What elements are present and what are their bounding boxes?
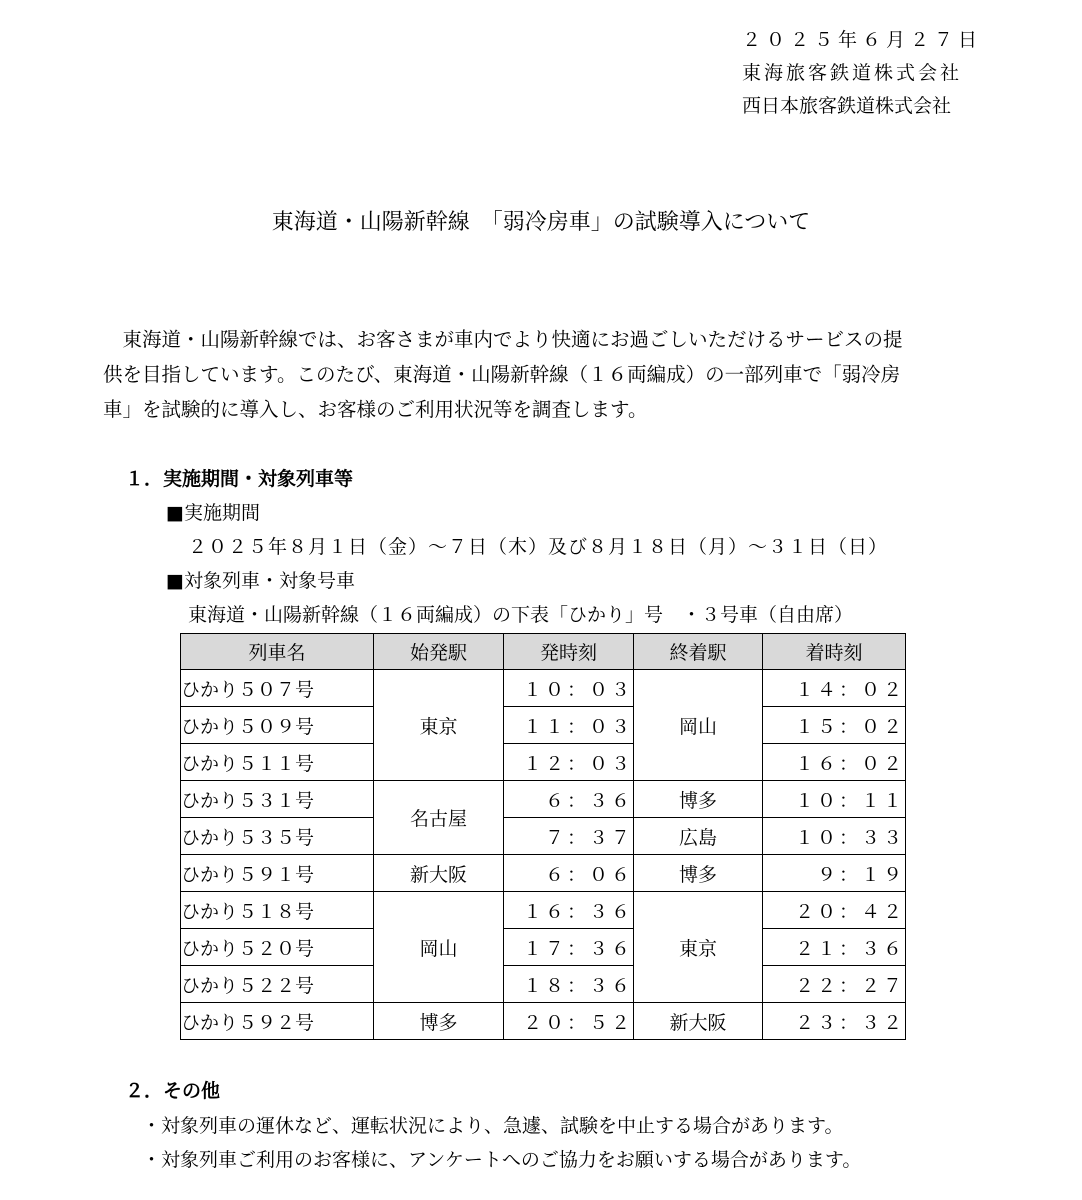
arrival-time: １０：１１: [763, 781, 906, 818]
issuer-block: [742, 24, 982, 123]
departure-time: ６：３６: [504, 781, 634, 818]
trains-label: ■対象列車・対象号車: [166, 570, 355, 592]
arrival-time: ２３：３２: [763, 1003, 906, 1040]
departure-time: １６：３６: [504, 892, 634, 929]
table-row: [181, 670, 906, 707]
note-line: ・対象列車ご利用のお客様に、アンケートへのご協力をお願いする場合があります。: [142, 1149, 862, 1171]
departure-time: ２０：５２: [504, 1003, 634, 1040]
header-arrival-time: 着時刻: [763, 634, 906, 670]
table-row: [181, 707, 906, 744]
train-name: ひかり５２０号: [181, 929, 374, 966]
arrival-station: 博多: [634, 781, 763, 818]
table-row: [181, 929, 906, 966]
train-name: ひかり５３１号: [181, 781, 374, 818]
arrival-time: ２０：４２: [763, 892, 906, 929]
trains-text: 東海道・山陽新幹線（１６両編成）の下表「ひかり」号 ・３号車（自由席）: [188, 604, 854, 626]
departure-time: １０：０３: [504, 670, 634, 707]
target-trains-table: [180, 633, 906, 1040]
departure-time: １７：３６: [504, 929, 634, 966]
departure-station: 博多: [374, 1003, 504, 1040]
company-name-central: 東海旅客鉄道株式会社: [741, 62, 962, 84]
arrival-station: 新大阪: [634, 1003, 763, 1040]
section1-heading: １．実施期間・対象列車等: [125, 468, 354, 490]
table-row: [181, 781, 906, 818]
table-row: [181, 855, 906, 892]
train-name: ひかり５９１号: [181, 855, 374, 892]
departure-time: １１：０３: [504, 707, 634, 744]
arrival-time: １０：３３: [763, 818, 906, 855]
departure-time: ７：３７: [504, 818, 634, 855]
arrival-time: ９：１９: [763, 855, 906, 892]
period-label: ■実施期間: [166, 502, 260, 524]
table-header-row: [181, 634, 906, 670]
header-departure-time: 発時刻: [504, 634, 634, 670]
departure-station: 東京: [374, 670, 504, 781]
header-arrival-station: 終着駅: [634, 634, 763, 670]
departure-time: ６：０６: [504, 855, 634, 892]
arrival-time: ２１：３６: [763, 929, 906, 966]
train-name: ひかり５３５号: [181, 818, 374, 855]
intro-paragraph: [103, 322, 983, 427]
issue-date: ２０２５年６月２７日: [741, 29, 982, 51]
arrival-time: ２２：２７: [763, 966, 906, 1003]
period-text: ２０２５年８月１日（金）～７日（木）及び８月１８日（月）～３１日（日）: [188, 536, 889, 558]
arrival-station: 岡山: [634, 670, 763, 781]
company-name-west: 西日本旅客鉄道株式会社: [741, 95, 951, 117]
table-row: [181, 892, 906, 929]
departure-time: １８：３６: [504, 966, 634, 1003]
table-row: [181, 818, 906, 855]
intro-line: 車」を試験的に導入し、お客様のご利用状況等を調査します。: [103, 398, 648, 421]
departure-station: 名古屋: [374, 781, 504, 855]
arrival-station: 東京: [634, 892, 763, 1003]
note-line: ・対象列車の運休など、運転状況により、急遽、試験を中止する場合があります。: [142, 1115, 844, 1137]
intro-line: 東海道・山陽新幹線では、お客さまが車内でより快適にお過ごしいただけるサービスの提: [103, 328, 903, 351]
table-row: [181, 966, 906, 1003]
train-name: ひかり５１８号: [181, 892, 374, 929]
train-name: ひかり５０７号: [181, 670, 374, 707]
train-name: ひかり５２２号: [181, 966, 374, 1003]
arrival-time: １４：０２: [763, 670, 906, 707]
arrival-time: １５：０２: [763, 707, 906, 744]
document-title: 東海道・山陽新幹線 「弱冷房車」の試験導入について: [271, 210, 811, 235]
table-row: [181, 744, 906, 781]
section2-heading: ２．その他: [125, 1080, 221, 1102]
departure-station: 岡山: [374, 892, 504, 1003]
train-name: ひかり５９２号: [181, 1003, 374, 1040]
arrival-station: 広島: [634, 818, 763, 855]
intro-line: 供を目指しています。このたび、東海道・山陽新幹線（１６両編成）の一部列車で「弱冷房: [103, 363, 901, 386]
train-name: ひかり５０９号: [181, 707, 374, 744]
header-departure-station: 始発駅: [374, 634, 504, 670]
arrival-time: １６：０２: [763, 744, 906, 781]
table-row: [181, 1003, 906, 1040]
arrival-station: 博多: [634, 855, 763, 892]
train-name: ひかり５１１号: [181, 744, 374, 781]
header-train-name: 列車名: [181, 634, 374, 670]
departure-station: 新大阪: [374, 855, 504, 892]
departure-time: １２：０３: [504, 744, 634, 781]
